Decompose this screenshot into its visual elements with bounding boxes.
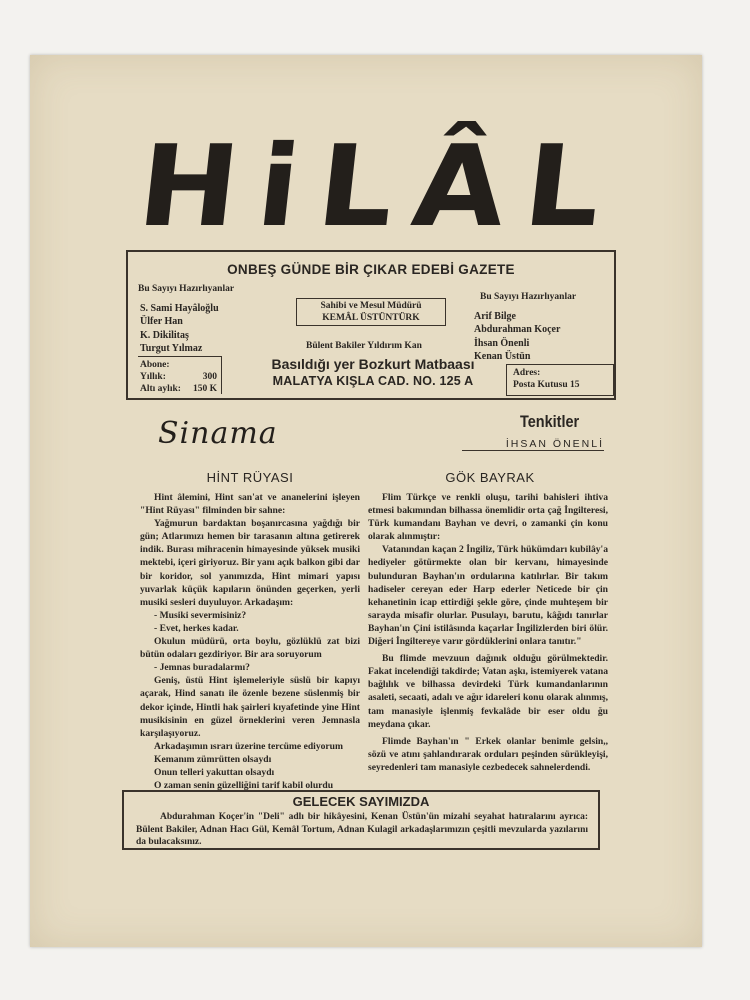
owner-name: KEMÂL ÜSTÜNTÜRK <box>322 313 420 323</box>
editor-name: Ülfer Han <box>140 316 183 327</box>
editors-right-label: Bu Sayıyı Hazırlıyanlar <box>480 292 577 302</box>
poem-line: O zaman senin güzelliğini tarif kabil olurdu <box>154 780 334 792</box>
yearly-row <box>140 371 221 383</box>
section-title-sinama: Sinama <box>158 416 278 451</box>
editor-name: Arif Bilge <box>474 310 516 322</box>
printer-name: Basıldığı yer Bozkurt Matbaası <box>271 356 475 372</box>
dialogue-line: - Jemnas buradalarmı? <box>154 662 250 674</box>
header-box <box>126 250 616 400</box>
article-paragraph: Flim Türkçe ve renkli oluşu, tarihi bahisleri ihtiva etmesi bakımından bilhassa önemlidir orta çağ İngilteresi, Türk kumandanı Bayhan ve devri, o zamanki çin konu olarak alınmıştır: <box>368 492 608 543</box>
dialogue-line: - Evet, herkes kadar. <box>154 622 239 634</box>
article-paragraph: Bu flimde mevzuun dağınık olduğu görülmektedir. Fakat incelendiği takdirde; Vatan aşkı, istemiyerek vatana bağlılık ve bilhassa devirdeki Türk kumandanlarının asaleti, secaati, adalı ve ağır idareleri konu olarak alınmış, tam manasiyle işlenmiş fevkalâde bir eser oldu ğu meydana çıkar. <box>368 653 608 730</box>
article-paragraph: Yağmurun bardaktan boşanırcasına yağdığı bir gün; Atlarımızı hemen bir tarasanın altına getirerek indik. Burası mihracenin himayesinde yüksek musiki mektebi, içeri giriyoruz. Bir yanı açık balkon gibi dar bir koridor, sol yanımızda, Hint mimari yapısı yuvarlak küçük kapıların önünden geçerken, yerli musiki sesleri duyuluyor. Arkadaşım: <box>140 518 360 608</box>
printer-address: MALATYA KIŞLA CAD. NO. 125 A <box>272 374 474 388</box>
subscription-box <box>138 356 222 394</box>
section-author: İHSAN ÖNENLİ <box>462 438 604 451</box>
abone-label: Abone: <box>140 360 170 370</box>
article-paragraph: Hint âlemini, Hint san'at ve ananelerini işleyen "Hint Rüyası" filminden bir sahne: <box>140 492 360 517</box>
yearly-label: Yıllık: <box>140 372 166 382</box>
editor-name: Turgut Yılmaz <box>140 343 203 354</box>
six-month-row <box>140 383 221 395</box>
six-month-label: Altı aylık: <box>140 384 181 394</box>
article-title-hint-ruyasi: HİNT RÜYASI <box>206 470 294 485</box>
section-title-tenkitler: Tenkitler <box>520 412 580 431</box>
article-paragraph: Flimde Bayhan'ın " Erkek olanlar benimle gelsin,, sözü ve atını şahlandırarak orduları peşinden sürükleyişi, seyredenleri tam manasiyle cezbedecek sahnelerdendi. <box>368 735 608 773</box>
article-title-gok-bayrak: GÖK BAYRAK <box>445 470 535 485</box>
address-label: Adres: <box>513 368 541 378</box>
article-hint-ruyasi <box>140 491 360 792</box>
contributors-line: Bülent Bakiler Yıldırım Kan <box>306 341 422 351</box>
address-box <box>506 364 614 396</box>
editors-left-label: Bu Sayıyı Hazırlıyanlar <box>138 284 235 294</box>
six-month-price: 150 K <box>192 384 217 394</box>
editors-left <box>138 283 288 356</box>
article-paragraph: Vatanından kaçan 2 İngiliz, Türk hükümdarı kubilây'a hediyeler götürmekte olan bir kervanı, himayesinde bulunduran Bayhan'ın ordularına katılırlar. Bir takım hadiseler cereyan eder Harp ederler Neticede bir çin kehanetinin icap ettirdiği şekle göre, çinde muhteşem bir sarayda misafir olurlar. Pusulayı, barutu, kâğıdı tanırlar Bayhan'ın Çini istilâsında kaçarlar İngilizlerden biri ölür. Diğeri İngiltereye varır gördüklerini onlara tanıtır." <box>368 544 608 648</box>
next-issue-title: GELECEK SAYIMIZDA <box>292 794 430 809</box>
printer-info <box>258 356 488 389</box>
editor-name: K. Dikilitaş <box>140 329 189 341</box>
poem-line: Onun telleri yakuttan olsaydı <box>154 766 275 778</box>
owner-label: Sahibi ve Mesul Müdürü <box>320 301 422 311</box>
editor-name: S. Sami Hayâloğlu <box>140 302 219 314</box>
article-paragraph: Geniş, üstü Hint işlemeleriyle süslü bir kapıyı açarak, Hind sanatı ile özenle bezene süslenmiş bir dekor içinde, Hintli hak şairleri kıyafetinde yine Hint musikisinin en güzel örneklerini veren Jemnasla karşılaşıyoruz. <box>140 675 360 739</box>
article-gok-bayrak <box>368 491 608 774</box>
address-value: Posta Kutusu 15 <box>513 380 580 390</box>
editor-name: Abdurahman Koçer <box>474 324 561 335</box>
editor-name: İhsan Önenli <box>474 337 530 349</box>
dialogue-line: - Musiki severmisiniz? <box>154 609 247 621</box>
masthead-title: HiLÂL <box>132 120 628 252</box>
poem-line: Kemanım zümrütten olsaydı <box>154 753 272 765</box>
owner-box <box>296 298 446 326</box>
yearly-price: 300 <box>202 372 217 382</box>
editors-right <box>474 291 610 364</box>
article-paragraph: Arkadaşımın ısrarı üzerine tercüme ediyorum <box>154 740 344 752</box>
article-paragraph: Okulun müdürü, orta boylu, gözlüklü zat bizi bütün odaları gezdiriyor. Bir ara soruyorum <box>140 636 360 661</box>
next-issue-box <box>122 790 600 850</box>
editor-name: Kenan Üstün <box>474 351 531 362</box>
next-issue-text: Abdurahman Koçer'in "Deli" adlı bir hikâyesini, Kenan Üstün'ün mizahi seyahat hatıralarını ayrıca: Bülent Bakiler, Adnan Hacı Gül, Kemâl Tortum, Adnan Kulagil arkadaşlarımızın çeşitli mevzularda yazılarını da bulacaksınız. <box>136 812 588 847</box>
gazette-subtitle: ONBEŞ GÜNDE BİR ÇIKAR EDEBİ GAZETE <box>227 262 515 277</box>
